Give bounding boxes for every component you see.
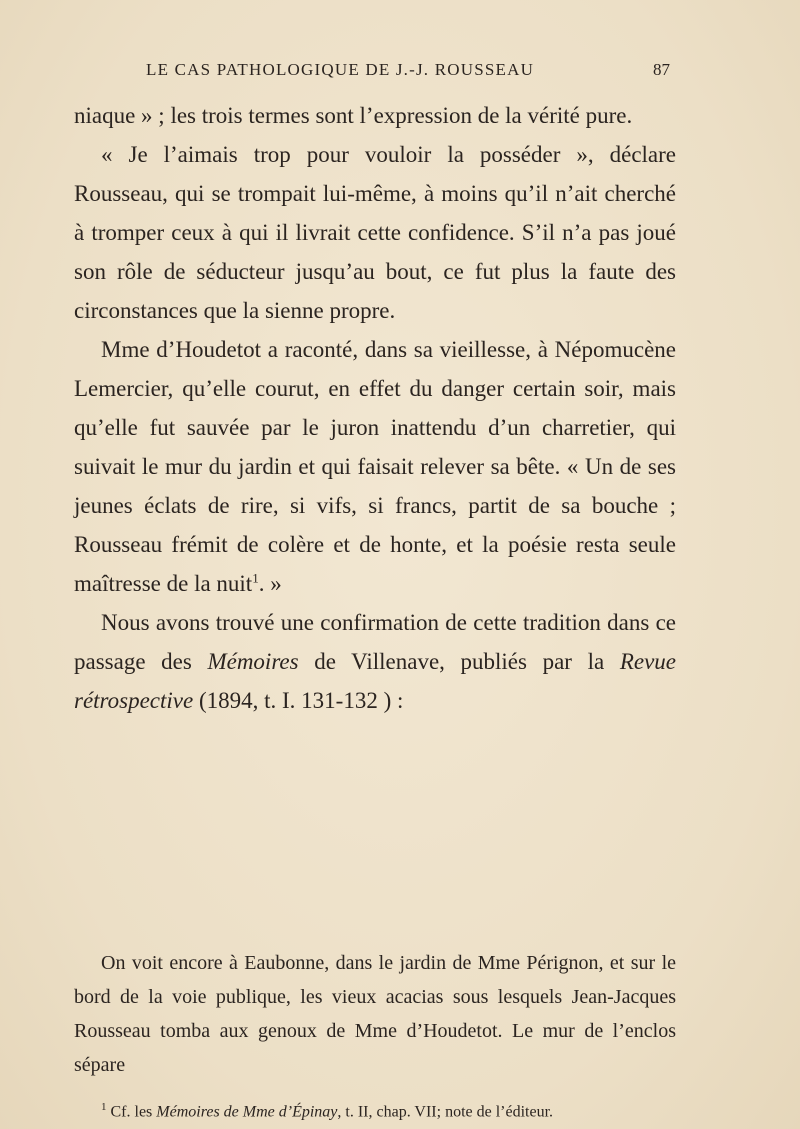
revue-title: Revue rétrospective (74, 649, 677, 713)
footnote-text-a: Cf. les (106, 1103, 157, 1121)
paragraph-4-a: Nous avons trouvé une confirmation de cette tradition dans ce passage des (74, 610, 676, 674)
paragraph-4-e: (1894, t. I. 131-132 ) : (193, 688, 404, 713)
block-quote: On voit encore à Eaubonne, dans le jardin de Mme Pérignon, et sur le bord de la voie publique, les vieux acacias sous lesquels Jean-Jacques Rousseau tomba aux genoux de Mme d’Houdetot. Le mur de l’enclos sépare (74, 952, 676, 1076)
paragraph-1: niaque » ; les trois termes sont l’expression de la vérité pure. (74, 103, 633, 128)
paragraph-3-end: . » (258, 571, 282, 596)
page-number: 87 (653, 60, 670, 79)
footnote (74, 1096, 676, 1123)
paragraph-2: « Je l’aimais trop pour vouloir la posséder », déclare Rousseau, qui se trompait lui-même, à moins qu’il n’ait cherché à tromper ceux à qui il livrait cette confidence. S’il n’a pas joué son rôle de séducteur jusqu’au bout, ce fut plus la faute des circonstances que la sienne propre. (74, 142, 676, 323)
running-header (100, 60, 670, 90)
running-title: LE CAS PATHOLOGIQUE DE J.-J. ROUSSEAU (146, 60, 535, 79)
paragraph-4 (74, 603, 676, 720)
main-text (74, 96, 676, 720)
paragraph-4-c: de Villenave, publiés par la (298, 649, 620, 674)
paragraph-3-text: Mme d’Houdetot a raconté, dans sa vieillesse, à Népomucène Lemercier, qu’elle courut, en effet du danger certain soir, mais qu’elle fut sauvée par le juron inattendu d’un charretier, qui suivait le mur du jardin et qui faisait relever sa bête. « Un de ses jeunes éclats de rire, si vifs, si francs, partit de sa bouche ; Rousseau frémit de colère et de honte, et la poésie resta seule maîtresse de la nuit (74, 337, 676, 596)
footnote-ref: 1 (252, 570, 259, 586)
footnote-title: Mémoires de Mme d’Épinay (156, 1103, 338, 1121)
memoires-title: Mémoires (207, 649, 299, 674)
paragraph-3 (74, 330, 676, 603)
footnote-number: 1 (101, 1101, 107, 1113)
footnote-text-c: , t. II, chap. VII; note de l’éditeur. (337, 1103, 554, 1121)
